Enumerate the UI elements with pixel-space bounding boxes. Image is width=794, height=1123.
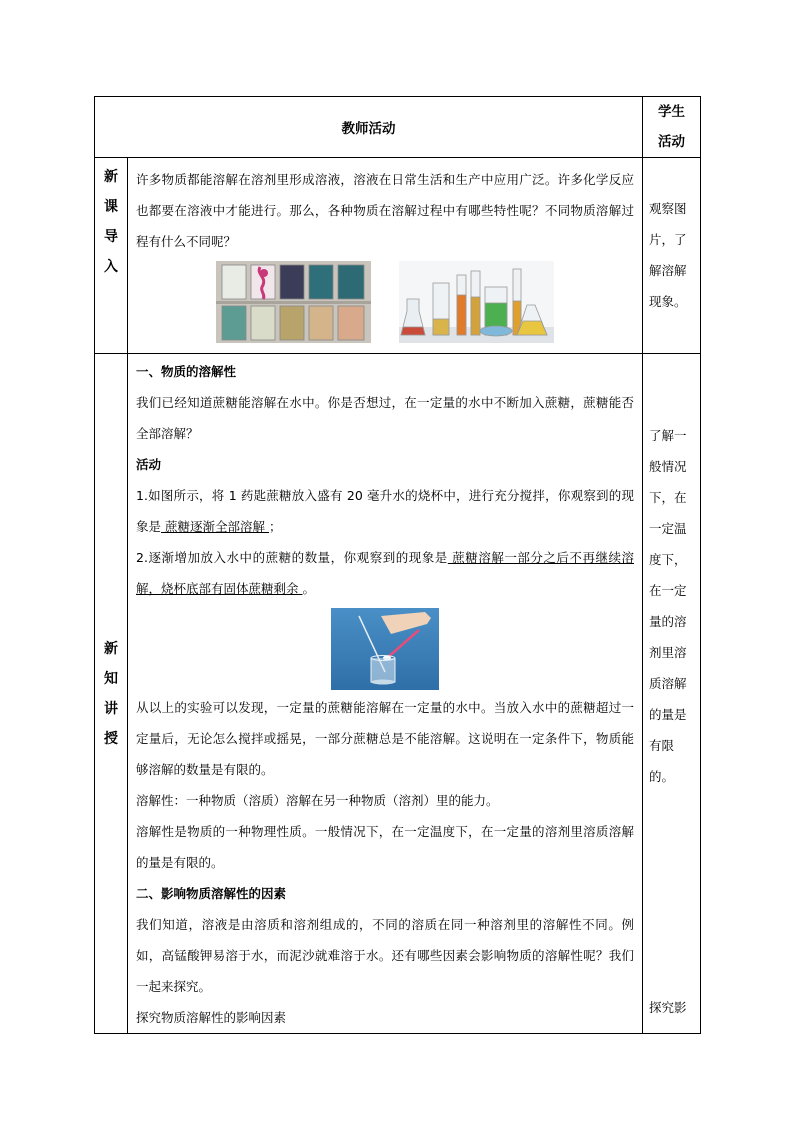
student-line: 的量是: [649, 707, 687, 722]
label-char: 入: [104, 259, 118, 275]
step1-suffix: ；: [268, 519, 282, 534]
sugar-experiment-photo: [331, 608, 439, 690]
student-line: 量的溶: [649, 614, 687, 629]
section2-title: 二、影响物质溶解性的因素: [136, 886, 287, 901]
step2-suffix: 。: [302, 581, 315, 596]
student-line: 有限: [649, 738, 675, 753]
teacher-activity-header: 教师活动: [95, 97, 643, 158]
intro-student-activity: [643, 158, 701, 354]
step2-text: 2.逐渐增加放入水中的蔗糖的数量，你观察到的现象是: [136, 550, 448, 565]
intro-label: [95, 158, 128, 354]
intro-text: 许多物质都能溶解在溶剂里形成溶液，溶液在日常生活和生产中应用广泛。许多化学反应也都要在溶液中才能进行。那么，各种物质在溶解过程中有哪些特性呢？不同物质溶解过程有什么不同呢？: [136, 172, 634, 249]
intro-content: [128, 158, 643, 354]
new-knowledge-label: [95, 354, 128, 1034]
label-char: 课: [104, 199, 118, 215]
header-row: [95, 97, 701, 158]
activity-step2: [136, 542, 634, 604]
step1-answer: 蔗糖逐渐全部溶解: [161, 519, 269, 534]
student-line: 剂里溶: [649, 645, 687, 660]
label-char: 新: [104, 640, 118, 657]
intro-row: [95, 158, 701, 354]
student-line: 度下，: [649, 552, 687, 567]
lesson-table: [94, 96, 701, 1034]
new-knowledge-content: [128, 354, 643, 1034]
definition-text: 溶解性：一种物质（溶质）溶解在另一种物质（溶剂）里的能力。: [136, 793, 499, 808]
new-knowledge-student-activity: [643, 354, 701, 1034]
student-line: 片，了: [649, 232, 687, 247]
beakers-photo: [216, 261, 371, 343]
activity-title: 活动: [136, 457, 162, 472]
student-line: 般情况: [649, 459, 687, 474]
label-char: 新: [104, 169, 118, 185]
student-line: 一定温: [649, 521, 687, 536]
explore-title: 探究物质溶解性的影响因素: [136, 1010, 287, 1025]
student-header-line2: 活动: [658, 134, 685, 150]
student-activity-header: [643, 97, 701, 158]
student-line: 现象。: [649, 294, 687, 309]
section1-intro: 我们已经知道蔗糖能溶解在水中。你是否想过，在一定量的水中不断加入蔗糖，蔗糖能否全部溶解？: [136, 395, 634, 441]
experiment-image-wrap: [136, 608, 634, 690]
student-line: 下，在: [649, 490, 687, 505]
student-line: 解溶解: [649, 263, 687, 278]
student-line: 质溶解: [649, 676, 687, 691]
new-knowledge-row: [95, 354, 701, 1034]
step2-answer: 蔗糖溶解一部分之后不再继续溶解，烧杯底部有固体蔗糖剩余: [136, 550, 634, 596]
property-text: 溶解性是物质的一种物理性质。一般情况下，在一定温度下，在一定量的溶剂里溶质溶解的量是有限的。: [136, 824, 634, 870]
activity-step1: [136, 480, 634, 542]
student-line: 观察图: [649, 201, 687, 216]
step1-text: 1.如图所示，将 1 药匙蔗糖放入盛有 20 毫升水的烧杯中，进行充分搅拌，你观察到的现象是: [136, 488, 634, 534]
student-line-bottom: 探究影: [649, 1000, 687, 1015]
label-char: 授: [104, 730, 118, 747]
conclusion-text: 从以上的实验可以发现，一定量的蔗糖能溶解在一定量的水中。当放入水中的蔗糖超过一定量后，无论怎么搅拌或摇晃，一部分蔗糖总是不能溶解。这说明在一定条件下，物质能够溶解的数量是有限的。: [136, 700, 634, 777]
label-char: 导: [104, 229, 118, 245]
label-char: 讲: [104, 700, 118, 717]
glassware-photo: [399, 261, 554, 343]
student-line: 在一定: [649, 583, 687, 598]
section1-title: 一、物质的溶解性: [136, 364, 237, 379]
student-line: 了解一: [649, 428, 687, 443]
intro-images: [136, 261, 634, 343]
student-line: 的。: [649, 769, 675, 784]
label-char: 知: [104, 670, 118, 687]
factors-intro: 我们知道，溶液是由溶质和溶剂组成的，不同的溶质在同一种溶剂里的溶解性不同。例如，高锰酸钾易溶于水，而泥沙就难溶于水。还有哪些因素会影响物质的溶解性呢？我们一起来探究。: [136, 917, 634, 994]
student-header-line1: 学生: [658, 104, 685, 120]
